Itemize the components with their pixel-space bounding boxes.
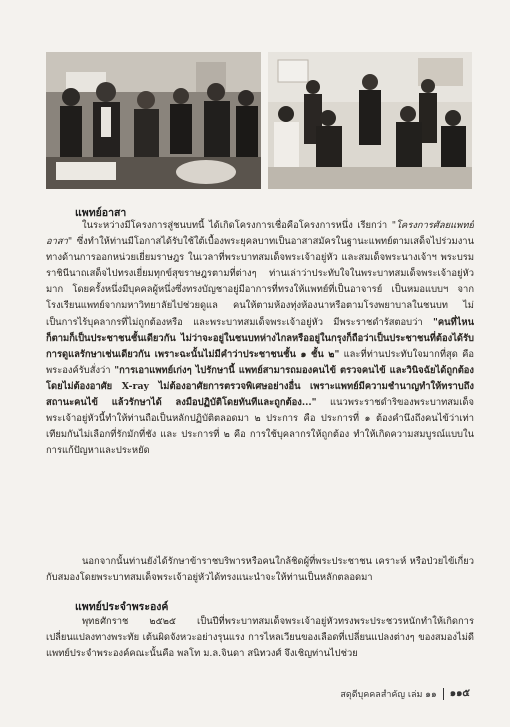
royal-quote-1: "คนที่ไหนก็ตามก็เป็นประชาชนชั้นเดียวกัน ไม่ว่าจะอยู่ในชนบทห่างไกลหรืออยู่ในกรุงก็ถือว่าเป็นประชาชนที่ต้องได้รับการดูแลรักษาเช่นเดียวกัน เพราะฉะนั้นไม่มีคำว่าประชาชนชั้น ๑ ชั้น ๒" [46,316,474,360]
paragraph-royal-physician [46,614,474,668]
text-run: ในระหว่างมีโครงการสู่ชนบทนี้ ได้เกิดโครงการเชื่อคือโครงการหนึ่ง เรียกว่า [82,220,392,231]
section-heading-volunteer-doctor: แพทย์อาสา [75,207,127,219]
text-run: แนวพระราชดำริของพระบาทสมเด็จพระเจ้าอยู่หัวนี้ทำให้ท่านถือเป็นหลักปฏิบัติตลอดมา ๒ ประการ คือ ประการที่ ๑ ต้องคำนึงถึงคนไข้ว่าเท่าเทียมกันไม่เลือกที่รักมักที่ชัง และ ประการที่ ๒ คือ การใช้บุคลากรให้ถูกต้อง ทำให้เกิดความสมบูรณ์แบบในการแก้ปัญหาและประหยัด [46,397,474,457]
photo-king-signing [46,52,261,189]
paragraph-volunteer-doctor [46,218,474,521]
section-heading-royal-physician: แพทย์ประจำพระองค์ [75,601,169,613]
page-footer [340,686,470,701]
page-number: ๑๑๕ [449,688,470,699]
footer-book-title: สดุดีบุคคลสำคัญ เล่ม ๑๑ [340,689,437,700]
photo-group-portrait [268,52,472,189]
photo-king-signing-image [46,52,261,189]
text-run: นอกจากนั้นท่านยังได้รักษาข้าราชบริพารหรือคนใกล้ชิดผู้ที่พระประชาชน เคราะห์ หรือป่วยไข้เกี่ยวกับสมองโดยพระบาทสมเด็จพระเจ้าอยู่หัวได้ทรงแนะนำจะให้ท่านเป็นหลักตลอดมา [46,556,474,584]
paragraph-additional-care [46,554,474,588]
text-run: ซึ่งทำให้ท่านมีโอกาสได้รับใช้ใต้เบื้องพระยุคลบาทเป็นอาสาสมัครในฐานะแพทย์ตามเสด็จไปร่วมงานทางด้านการออกหน่วยเยี่ยมราษฎร ในเวลาที่พระบาทสมเด็จพระเจ้าอยู่หัว และสมเด็จพระนางเจ้าฯ พระบรมราชินีนาถเสด็จไปทรงเยี่ยมทุกข์สุขราษฎรตามที่ต่างๆ ท่านเล่าว่าประทับใจในพระบาทสมเด็จพระเจ้าอยู่หัวมาก โดยครั้งหนึ่งมีบุคคลผู้หนึ่งซึ่งทรงบัญชาอยู่มีอาการที่ทรงให้แพทย์ที่เป็นอาจารย์ เป็นหมอแบบฯ จากโรงเรียนแพทย์จากมหาวิทยาลัยไปช่วยดูแล คนให้ตามห้องทุ่งห้องนาหรือตามโรงพยาบาลในชนบท ไม่เป็นการไร้บุคลากรที่ไม่ถูกต้องหรือ และพระบาทสมเด็จพระเจ้าอยู่หัว มีพระราชดำรัสตอบว่า [46,236,474,328]
text-run: และที่ท่านประทับใจมากที่สุด คือพระองค์รับสั่งว่า [46,348,474,376]
footer-divider [443,688,444,700]
royal-quote-2: "การเอาแพทย์เก่งๆ ไปรักษานี้ แพทย์สามารถมองคนไข้ ตรวจคนไข้ และวินิจฉัยได้ถูกต้องโดยไม่ต้องอาศัย X-ray ไม่ต้องอาศัยการตรวจพิเศษอย่างอื่น เพราะแพทย์มีความชำนาญทำให้ทราบถึงสถานะคนไข้ แล้วรักษาได้ ลงมือปฏิบัติโดยทันทีและถูกต้อง..." [46,364,474,409]
photo-group-portrait-image [268,52,472,189]
text-run: พุทธศักราช ๒๕๒๕ เป็นปีที่พระบาทสมเด็จพระเจ้าอยู่หัวทรงพระประชวรหนักทำให้เกิดการเปลี่ยนแปลงทางพระทัย เต้นผิดจังหวะอย่างรุนแรง การไหลเวียนของเลือดที่เปลี่ยนแปลงต่างๆ ของสมองไม่ดี แพทย์ประจำพระองค์คณะนั้นคือ พลโท ม.ล.จินดา สนิทวงศ์ จึงเชิญท่านไปช่วย [46,616,474,660]
italic-text-run: "โครงการศัลยแพทย์อาสา" [46,220,474,248]
